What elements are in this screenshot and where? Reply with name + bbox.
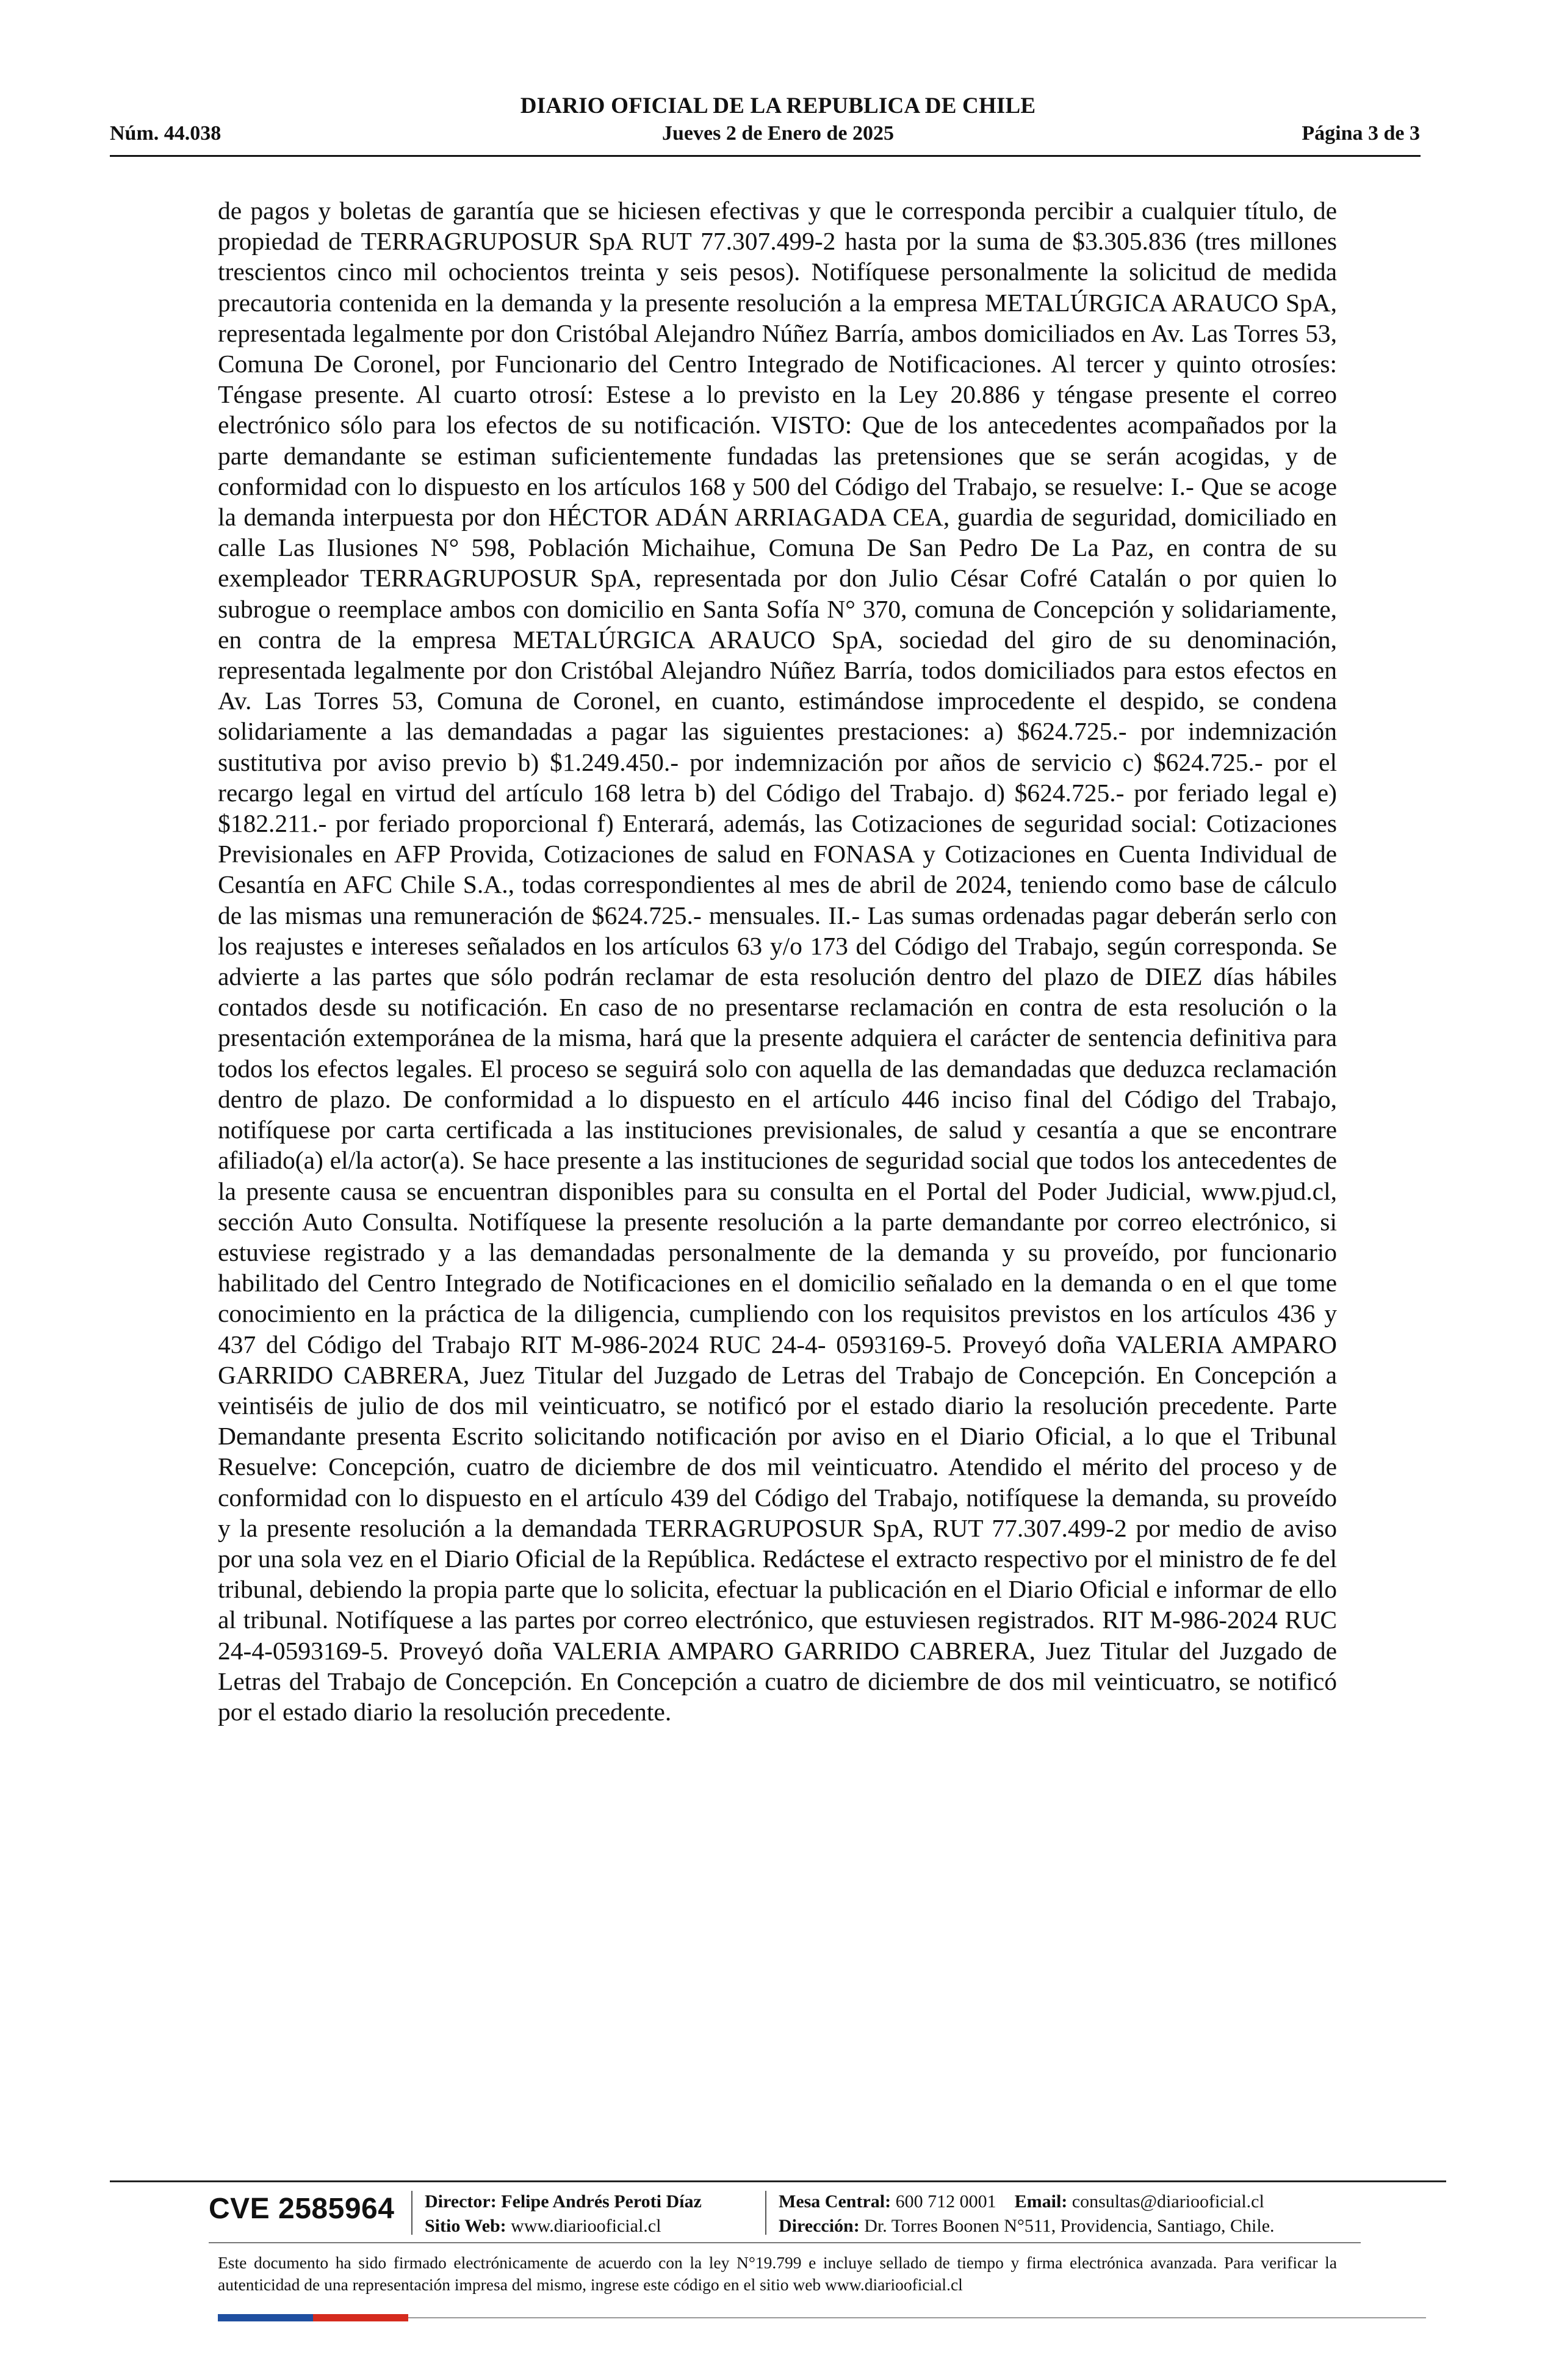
page-indicator: Página 3 de 3 bbox=[1302, 122, 1420, 145]
website-link[interactable]: www.diariooficial.cl bbox=[511, 2216, 661, 2236]
address-value: Dr. Torres Boonen N°511, Providencia, Santiago, Chile. bbox=[864, 2216, 1275, 2236]
cve-code: CVE 2585964 bbox=[209, 2193, 395, 2225]
header-divider bbox=[110, 155, 1421, 157]
director-name: Felipe Andrés Peroti Díaz bbox=[501, 2191, 702, 2212]
address-line bbox=[779, 2214, 1275, 2238]
newspaper-title: DIARIO OFICIAL DE LA REPUBLICA DE CHILE bbox=[520, 93, 1036, 118]
issue-date: Jueves 2 de Enero de 2025 bbox=[662, 122, 894, 145]
website-line bbox=[425, 2214, 702, 2238]
director-line bbox=[425, 2190, 702, 2214]
mesa-label: Mesa Central: bbox=[779, 2191, 891, 2212]
footer-separator-1 bbox=[411, 2191, 412, 2235]
footer-divider-top bbox=[110, 2180, 1446, 2182]
website-label: Sitio Web: bbox=[425, 2216, 506, 2236]
issue-number: Núm. 44.038 bbox=[110, 122, 222, 145]
document-body: de pagos y boletas de garantía que se hiciesen efectivas y que le corresponda percibir a cualquier título, de propiedad de TERRAGRUPOSUR SpA RUT 77.307.499-2 hasta por la suma de $3.305.836 (tres millones trescientos cinco mil ochocientos treinta y seis pesos). Notifíquese personalmente la solicitud de medida precautoria contenida en la demanda y la presente resolución a la empresa METALÚRGICA ARAUCO SpA, representada legalmente por don Cristóbal Alejandro Núñez Barría, ambos domiciliados en Av. Las Torres 53, Comuna De Coronel, por Funcionario del Centro Integrado de Notificaciones. Al tercer y quinto otrosíes: Téngase presente. Al cuarto otrosí: Estese a lo previsto en la Ley 20.886 y téngase presente el correo electrónico sólo para los efectos de su notificación. VISTO: Que de los antecedentes acompañados por la parte demandante se estiman suficientemente fundadas las pretensiones que se serán acogidas, y de conformidad con lo dispuesto en los artículos 168 y 500 del Código del Trabajo, se resuelve: I.- Que se acoge la demanda interpuesta por don HÉCTOR ADÁN ARRIAGADA CEA, guardia de seguridad, domiciliado en calle Las Ilusiones N° 598, Población Michaihue, Comuna De San Pedro De La Paz, en contra de su exempleador TERRAGRUPOSUR SpA, representada por don Julio César Cofré Catalán o por quien lo subrogue o reemplace ambos con domicilio en Santa Sofía N° 370, comuna de Concepción y solidariamente, en contra de la empresa METALÚRGICA ARAUCO SpA, sociedad del giro de su denominación, representada legalmente por don Cristóbal Alejandro Núñez Barría, todos domiciliados para estos efectos en Av. Las Torres 53, Comuna de Coronel, en cuanto, estimándose improcedente el despido, se condena solidariamente a las demandadas a pagar las siguientes prestaciones: a) $624.725.- por indemnización sustitutiva por aviso previo b) $1.249.450.- por indemnización por años de servicio c) $624.725.- por el recargo legal en virtud del artículo 168 letra b) del Código del Trabajo. d) $624.725.- por feriado legal e) $182.211.- por feriado proporcional f) Enterará, además, las Cotizaciones de seguridad social: Cotizaciones Previsionales en AFP Provida, Cotizaciones de salud en FONASA y Cotizaciones en Cuenta Individual de Cesantía en AFC Chile S.A., todas correspondientes al mes de abril de 2024, teniendo como base de cálculo de las mismas una remuneración de $624.725.- mensuales. II.- Las sumas ordenadas pagar deberán serlo con los reajustes e intereses señalados en los artículos 63 y/o 173 del Código del Trabajo, según corresponda. Se advierte a las partes que sólo podrán reclamar de esta resolución dentro del plazo de DIEZ días hábiles contados desde su notificación. En caso de no presentarse reclamación en contra de esta resolución o la presentación extemporánea de la misma, hará que la presente adquiera el carácter de sentencia definitiva para todos los efectos legales. El proceso se seguirá solo con aquella de las demandadas que deduzca reclamación dentro de plazo. De conformidad a lo dispuesto en el artículo 446 inciso final del Código del Trabajo, notifíquese por carta certificada a las instituciones previsionales, de salud y cesantía a que se encontrare afiliado(a) el/la actor(a). Se hace presente a las instituciones de seguridad social que todos los antecedentes de la presente causa se encuentran disponibles para su consulta en el Portal del Poder Judicial, www.pjud.cl, sección Auto Consulta. Notifíquese la presente resolución a la parte demandante por correo electrónico, si estuviese registrado y a las demandadas personalmente de la demanda y su proveído, por funcionario habilitado del Centro Integrado de Notificaciones en el domicilio señalado en la demanda o en el que tome conocimiento en la práctica de la diligencia, cumpliendo con los requisitos previstos en los artículos 436 y 437 del Código del Trabajo RIT M-986-2024 RUC 24-4- 0593169-5. Proveyó doña VALERIA AMPARO GARRIDO CABRERA, Juez Titular del Juzgado de Letras del Trabajo de Concepción. En Concepción a veintiséis de julio de dos mil veinticuatro, se notificó por el estado diario la resolución precedente. Parte Demandante presenta Escrito solicitando notificación por aviso en el Diario Oficial, a lo que el Tribunal Resuelve: Concepción, cuatro de diciembre de dos mil veinticuatro. Atendido el mérito del proceso y de conformidad con lo dispuesto en el artículo 439 del Código del Trabajo, notifíquese la demanda, su proveído y la presente resolución a la demandada TERRAGRUPOSUR SpA, RUT 77.307.499-2 por medio de aviso por una sola vez en el Diario Oficial de la República. Redáctese el extracto respectivo por el ministro de fe del tribunal, debiendo la propia parte que lo solicita, efectuar la publicación en el Diario Oficial e informar de ello al tribunal. Notifíquese a las partes por correo electrónico, que estuviesen registrados. RIT M-986-2024 RUC 24-4-0593169-5. Proveyó doña VALERIA AMPARO GARRIDO CABRERA, Juez Titular del Juzgado de Letras del Trabajo de Concepción. En Concepción a cuatro de diciembre de dos mil veinticuatro, se notificó por el estado diario la resolución precedente. bbox=[218, 197, 1337, 1726]
mesa-phone: 600 712 0001 bbox=[895, 2191, 996, 2212]
flag-red-segment bbox=[313, 2314, 408, 2321]
footer-contact-block bbox=[779, 2190, 1275, 2238]
footer-divider-mid bbox=[209, 2242, 1361, 2243]
address-label: Dirección: bbox=[779, 2216, 860, 2236]
chile-flag-stripe bbox=[218, 2314, 408, 2321]
footer-director-block bbox=[425, 2190, 702, 2238]
footer-legal-note: Este documento ha sido firmado electrónicamente de acuerdo con la ley N°19.799 e incluye sellado de tiempo y firma electrónica avanzada. Para verificar la autenticidad de una representación impresa del mismo, ingrese este código en el sitio web www.diariooficial.cl bbox=[218, 2253, 1337, 2294]
flag-blue-segment bbox=[218, 2314, 313, 2321]
footer-separator-2 bbox=[765, 2191, 766, 2235]
director-label: Director: bbox=[425, 2191, 497, 2212]
email-link[interactable]: consultas@diariooficial.cl bbox=[1072, 2191, 1264, 2212]
email-label: Email: bbox=[1014, 2191, 1068, 2212]
contact-line bbox=[779, 2190, 1275, 2214]
